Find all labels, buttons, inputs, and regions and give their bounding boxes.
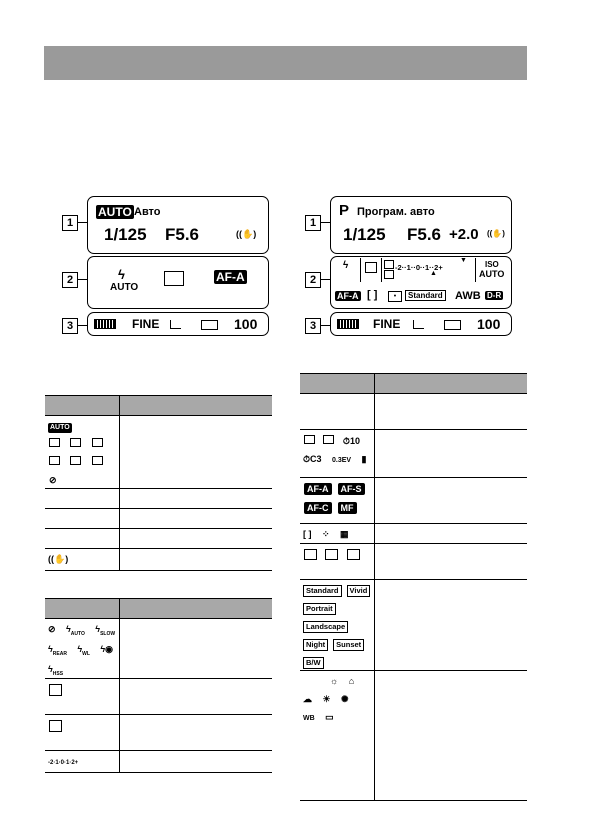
center-weighted-metering-icon: [325, 549, 338, 560]
right-lcd-panel-1: [330, 196, 512, 254]
aperture-value: F5.6: [165, 225, 200, 244]
standard-style-icon: Standard: [303, 585, 342, 597]
single-shot-icon: [365, 262, 377, 273]
left-table-flash: [45, 598, 272, 773]
steadyshot-icon: ((✋): [236, 229, 257, 239]
section-header-bar: [44, 46, 527, 80]
right-lcd-panel-2: ϟ -2··1··0··1··2+ ▼ ▲ ISO AUTO AF-A [ ] • Standard AWB D-R: [330, 256, 512, 309]
sunset-icon: [70, 456, 81, 465]
landscape-icon: [70, 438, 81, 447]
night-style-icon: Night: [303, 639, 328, 651]
af-area-wide-icon: [ ]: [303, 529, 312, 539]
flash-icons-cell: [45, 619, 120, 679]
continuous-icon: [323, 435, 334, 444]
flash-auto-icon: $ϟ_{AUTO}$: [66, 624, 85, 637]
flash-slow-icon: $ϟ_{SLOW}$: [95, 624, 116, 637]
row-number-3: 3: [62, 318, 78, 334]
exposure-compensation: +2.0: [449, 226, 479, 243]
right-lcd-panel-3: [330, 312, 512, 336]
battery-icon: [337, 319, 359, 329]
left-lcd-panel-1: [87, 196, 269, 254]
daylight-icon: ☼: [330, 676, 339, 686]
row-number-1: 1: [305, 215, 321, 231]
row-number-1: 1: [62, 215, 78, 231]
vivid-style-icon: Vivid: [347, 585, 371, 597]
af-area-icon: [ ]: [367, 289, 378, 301]
white-balance: AWB: [455, 290, 481, 302]
af-c-icon: AF-C: [304, 502, 332, 514]
mf-icon: MF: [338, 502, 357, 514]
iso-label: ISO: [485, 260, 499, 269]
flash-mode-label: AUTO: [110, 282, 139, 293]
scene-icons-cell: [45, 416, 120, 489]
aperture-value: F5.6: [407, 225, 442, 244]
flash-icon: ϟ: [343, 260, 349, 271]
macro-icon: [92, 438, 103, 447]
flash-icon: ϟ: [118, 267, 125, 282]
image-quality: FINE: [132, 317, 160, 331]
auto-icon: AUTO: [50, 424, 70, 431]
sports-icon: [49, 456, 60, 465]
custom-wb-icon: ▭: [325, 712, 334, 722]
steadyshot-icon: ((✋): [48, 554, 69, 564]
left-lcd-panel-3: [87, 312, 269, 336]
single-shot-icon: [304, 435, 315, 444]
af-area-spot-icon: ⁘: [321, 529, 330, 539]
exposure-scale-icon: -2·1·0·1·2+: [48, 760, 79, 767]
right-table-settings: [300, 373, 527, 801]
metering-icons-cell: [300, 544, 375, 580]
flash-comp-icon: [49, 720, 62, 732]
dro-badge: D-R: [487, 291, 502, 300]
image-quality: FINE: [373, 317, 401, 331]
mode-name: Програм. авто: [357, 206, 435, 218]
shade-icon: ⌂: [348, 676, 355, 686]
noise-reduction-icon: [201, 320, 218, 330]
fluorescent-icon: ✺: [340, 694, 349, 704]
program-mode-letter: P: [339, 202, 350, 219]
metering-icon: •: [388, 291, 402, 302]
iso-value: 100: [477, 316, 501, 332]
shutter-speed: 1/125: [104, 225, 147, 244]
af-mode-badge: AF-A: [216, 270, 245, 284]
portrait-style-icon: Portrait: [303, 603, 336, 615]
battery-icon: [94, 319, 116, 329]
exposure-comp-icon: [384, 260, 394, 269]
flash-wb-icon: WB: [303, 715, 315, 722]
creative-style-badge: Standard: [405, 290, 446, 301]
af-mode-badge: AF-A: [337, 291, 359, 301]
white-balance-icons-cell: [300, 671, 375, 801]
self-timer-c3-icon: ⏱C3: [303, 454, 322, 464]
creative-style-icons-cell: [300, 580, 375, 671]
mode-name: Авто: [134, 206, 161, 218]
image-size-icon: [413, 320, 424, 329]
noise-reduction-icon: [444, 320, 461, 330]
flash-wireless-icon: $ϟ_{WL}$: [77, 643, 90, 657]
shutter-speed: 1/125: [343, 225, 386, 244]
af-a-icon: AF-A: [304, 483, 332, 495]
exposure-comp-icon: [49, 684, 62, 696]
image-size-icon: [170, 320, 181, 329]
multi-segment-metering-icon: [304, 549, 317, 560]
flash-comp-icon: [384, 270, 394, 279]
bracket-icon: 0.3EV: [332, 457, 352, 464]
cloudy-icon: ☁: [303, 694, 312, 704]
iso-auto-value: AUTO: [479, 269, 505, 279]
iso-value: 100: [234, 316, 258, 332]
remote-icon: ▮: [361, 454, 367, 464]
drive-mode-icons-cell: [300, 430, 375, 478]
flash-rear-icon: $ϟ_{REAR}$: [48, 643, 67, 657]
red-eye-icon: ϟ◉: [100, 643, 114, 654]
exposure-scale: -2··1··0··1··2+: [395, 263, 443, 272]
portrait-icon: [49, 438, 60, 447]
row-number-2: 2: [62, 272, 78, 288]
single-shot-icon: [164, 271, 184, 286]
flash-hss-icon: $ϟ_{HSS}$: [48, 663, 64, 677]
flash-off-icon: ⊘: [49, 475, 57, 485]
row-number-2: 2: [305, 272, 321, 288]
left-lcd-panel-2: [87, 256, 269, 309]
left-table-shooting-mode: [45, 395, 272, 571]
landscape-style-icon: Landscape: [303, 621, 348, 633]
tungsten-icon: ☀: [322, 694, 331, 704]
af-area-local-icon: ▦: [339, 529, 349, 539]
af-mode-icons-cell: [300, 478, 375, 524]
bw-style-icon: B/W: [303, 657, 324, 669]
auto-mode-badge: AUTO: [98, 205, 132, 219]
night-icon: [92, 456, 103, 465]
flash-off-icon: ⊘: [48, 624, 56, 634]
spot-metering-icon: [347, 549, 360, 560]
steadyshot-icon: ((✋): [487, 229, 505, 238]
af-s-icon: AF-S: [338, 483, 365, 495]
row-number-3: 3: [305, 318, 321, 334]
self-timer-10-icon: ⏱10: [342, 436, 360, 446]
sunset-style-icon: Sunset: [333, 639, 364, 651]
